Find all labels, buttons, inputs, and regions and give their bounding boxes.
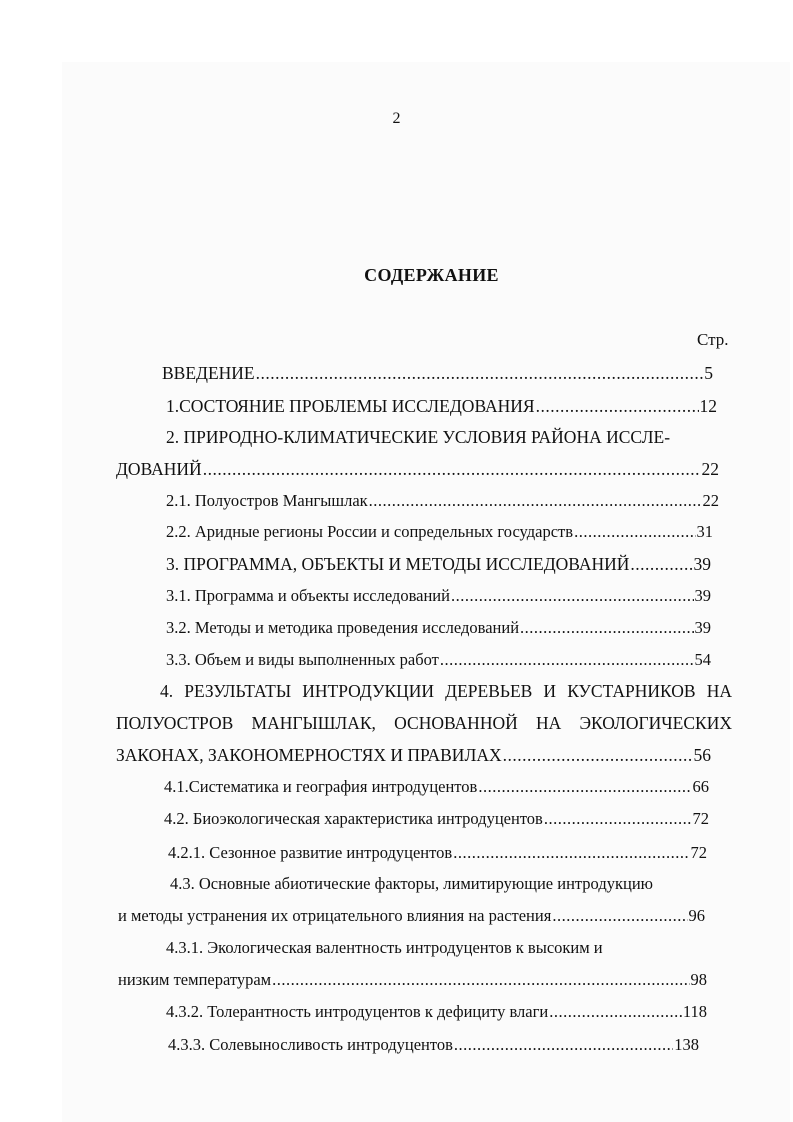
toc-page: 31: [696, 522, 713, 541]
contents-heading: СОДЕРЖАНИЕ: [364, 265, 499, 285]
toc-label: 4.2. Биоэкологическая характеристика интродуцентов: [164, 809, 543, 828]
leader-dots: [451, 585, 694, 607]
leader-dots: [203, 458, 701, 480]
toc-entry-3-2[interactable]: [166, 617, 711, 639]
toc-label: 4.3.2. Толерантность интродуцентов к дефициту влаги: [166, 1002, 549, 1021]
toc-entry-section-4-line1[interactable]: 4. РЕЗУЛЬТАТЫ ИНТРОДУКЦИИ ДЕРЕВЬЕВ И КУСТАРНИКОВ НА: [160, 681, 732, 701]
toc-entry-section-4-line2[interactable]: ПОЛУОСТРОВ МАНГЫШЛАК, ОСНОВАННОЙ НА ЭКОЛОГИЧЕСКИХ: [116, 713, 732, 733]
toc-label: 4.3.3. Солевыносливость интродуцентов: [168, 1035, 453, 1054]
leader-dots: [272, 969, 689, 991]
toc-entry-4-2[interactable]: [164, 808, 709, 830]
toc-label: ВВЕДЕНИЕ: [162, 363, 255, 383]
page-column-label: Стр.: [697, 330, 729, 349]
leader-dots: [574, 521, 695, 543]
toc-entry-2-2[interactable]: [166, 521, 713, 543]
toc-entry-4-3-2[interactable]: [166, 1001, 707, 1023]
toc-entry-2-1[interactable]: [166, 490, 719, 512]
toc-page: 72: [692, 809, 709, 828]
leader-dots: [453, 842, 689, 864]
toc-label: 4.1.Систематика и география интродуцентов: [164, 777, 478, 796]
leader-dots: [520, 617, 693, 639]
toc-entry-section-3[interactable]: [166, 553, 711, 575]
toc-page: 56: [693, 745, 711, 765]
toc-entry-section-2[interactable]: [116, 458, 719, 480]
leader-dots: [549, 1001, 682, 1023]
toc-label: низким температурам: [118, 970, 272, 989]
toc-entry-section-1[interactable]: [166, 395, 717, 417]
toc-label: 3. ПРОГРАММА, ОБЪЕКТЫ И МЕТОДЫ ИССЛЕДОВАНИЙ: [166, 554, 630, 574]
toc-entry-4-1[interactable]: [164, 776, 709, 798]
leader-dots: [503, 744, 693, 766]
leader-dots: [630, 553, 692, 575]
toc-label: ДОВАНИЙ: [116, 459, 202, 479]
leader-dots: [256, 362, 704, 384]
toc-entry-3-1[interactable]: [166, 585, 711, 607]
toc-label: 1.СОСТОЯНИЕ ПРОБЛЕМЫ ИССЛЕДОВАНИЯ: [166, 396, 535, 416]
leader-dots: [552, 905, 687, 927]
toc-entry-4-2-1[interactable]: [168, 842, 707, 864]
leader-dots: [369, 490, 702, 512]
toc-page: 22: [702, 491, 719, 510]
toc-entry-4-3-3[interactable]: [168, 1034, 699, 1056]
toc-page: 39: [693, 554, 711, 574]
toc-label: 3.1. Программа и объекты исследований: [166, 586, 450, 605]
toc-page: 66: [692, 777, 709, 796]
toc-page: 98: [690, 970, 707, 989]
leader-dots: [440, 649, 694, 671]
toc-page: 5: [704, 363, 713, 383]
leader-dots: [454, 1034, 673, 1056]
toc-page: 12: [699, 396, 717, 416]
toc-entry-4-3-1-line1[interactable]: 4.3.1. Экологическая валентность интродуцентов к высоким и: [166, 938, 603, 957]
leader-dots: [478, 776, 691, 798]
toc-label: 3.2. Методы и методика проведения исследований: [166, 618, 520, 637]
toc-label: 3.3. Объем и виды выполненных работ: [166, 650, 439, 669]
toc-label: ЗАКОНАХ, ЗАКОНОМЕРНОСТЯХ И ПРАВИЛАХ: [116, 745, 502, 765]
toc-label: и методы устранения их отрицательного влияния на растения: [118, 906, 552, 925]
toc-page: 22: [701, 459, 719, 479]
toc-entry-section-2-line1[interactable]: 2. ПРИРОДНО-КЛИМАТИЧЕСКИЕ УСЛОВИЯ РАЙОНА ИССЛЕ-: [166, 427, 671, 447]
toc-entry-3-3[interactable]: [166, 649, 711, 671]
leader-dots: [544, 808, 692, 830]
toc-page: 118: [682, 1002, 707, 1021]
toc-page: 54: [694, 650, 711, 669]
toc-entry-4-3-line1[interactable]: 4.3. Основные абиотические факторы, лимитирующие интродукцию: [170, 874, 653, 893]
leader-dots: [536, 395, 699, 417]
toc-page: 39: [694, 586, 711, 605]
toc-label: 2.2. Аридные регионы России и сопредельных государств: [166, 522, 574, 541]
toc-entry-4-3-1[interactable]: [118, 969, 707, 991]
page-number: 2: [392, 110, 401, 127]
toc-label: 2.1. Полуостров Мангышлак: [166, 491, 368, 510]
toc-label: 4.2.1. Сезонное развитие интродуцентов: [168, 843, 453, 862]
toc-entry-4-3[interactable]: [118, 905, 705, 927]
toc-entry-section-4[interactable]: [116, 744, 711, 766]
toc-page: 96: [688, 906, 705, 925]
toc-page: 72: [690, 843, 707, 862]
toc-entry-intro[interactable]: [162, 362, 713, 384]
toc-page: 138: [674, 1035, 699, 1054]
toc-page: 39: [694, 618, 711, 637]
